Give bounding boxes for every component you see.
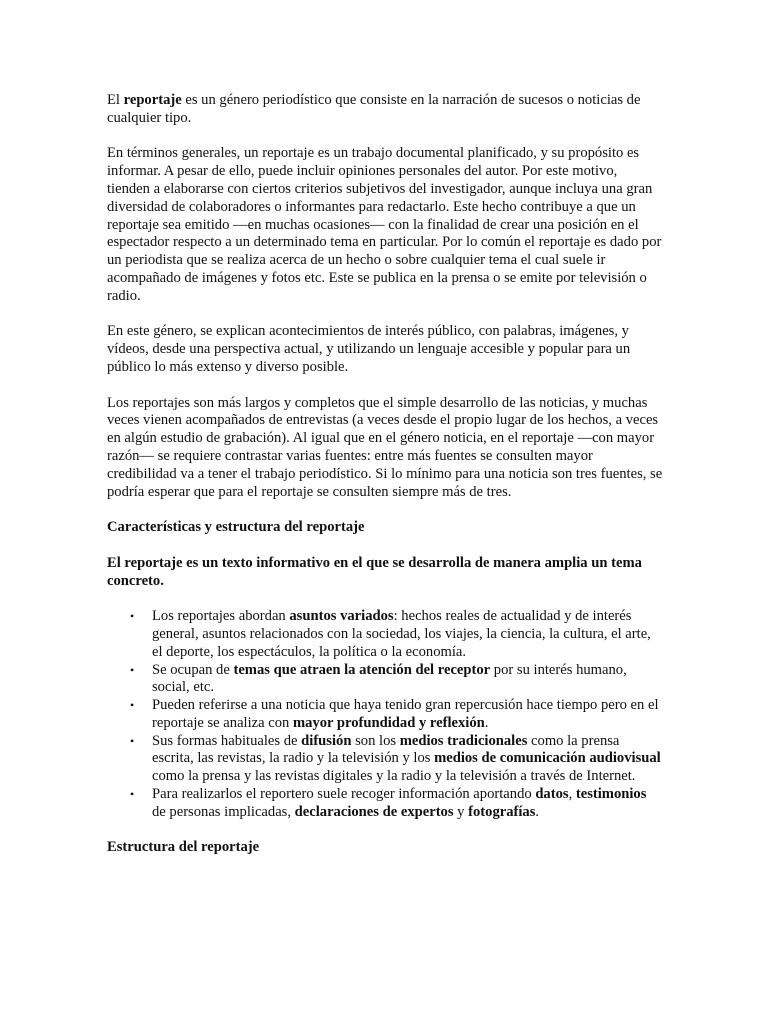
bullet-marker: • <box>130 662 135 677</box>
body-paragraph <box>107 395 663 502</box>
text-run: Sus formas habituales de <box>152 732 302 749</box>
list-item <box>130 608 663 661</box>
body-paragraph <box>107 92 663 128</box>
text-run: En este género, se explican acontecimientos de interés público, con palabras, imágenes, y vídeos, desde una perspectiva actual, y utilizando un lenguaje accesible y popular para un público lo más extenso y diverso posible. <box>107 323 631 375</box>
text-run: por su interés humano, social, etc. <box>152 661 627 696</box>
bullet-marker: • <box>130 787 135 802</box>
text-run: En términos generales, un reportaje es un trabajo documental planificado, y su propósito es informar. A pesar de ello, puede incluir opiniones personales del autor. Por este motivo, tienden a elaborarse con ciertos criterios subjetivos del investigador, aunque incluya una gran diversidad de colaboradores o informantes para redactarlo. Este hecho contribuye a que un reportaje sea emitido —en muchas ocasiones— con la finalidad de crear una posición en el espectador respecto a un determinado tema en particular. Por lo común el reportaje es dado por un periodista que se realiza acerca de un hecho o sobre cualquier tema el cual suele ir acompañado de imágenes y fotos etc. Este se publica en la prensa o se emite por televisión o radio. <box>107 145 662 304</box>
bold-text-run: declaraciones de expertos <box>294 803 454 820</box>
bold-text-run: asuntos variados <box>289 608 394 625</box>
bold-text-run: datos <box>535 786 569 803</box>
bullet-marker: • <box>130 609 135 624</box>
body-paragraph <box>107 145 663 305</box>
body-paragraph <box>107 323 663 376</box>
bullet-marker: • <box>130 733 135 748</box>
bold-text-run: difusión <box>301 732 352 749</box>
lead-statement: El reportaje es un texto informativo en el que se desarrolla de manera amplia un tema concreto. <box>107 554 642 589</box>
list-item <box>130 732 663 786</box>
text-run: Los reportajes abordan <box>152 608 290 625</box>
text-run: . <box>484 714 489 731</box>
text-run: y <box>453 803 469 820</box>
text-run: . <box>535 803 540 820</box>
bold-text-run: medios tradicionales <box>399 732 528 749</box>
text-run: El <box>107 92 124 108</box>
list-item <box>130 786 663 822</box>
characteristics-list <box>107 608 663 822</box>
text-run: Para realizarlos el reportero suele recoger información aportando <box>152 786 536 803</box>
bold-text-run: medios de comunicación audiovisual <box>434 750 661 767</box>
list-item <box>130 697 663 733</box>
text-run: Pueden referirse a una noticia que haya tenido gran repercusión hace tiempo pero en el reportaje se analiza con <box>152 697 659 731</box>
bold-text-run: reportaje <box>123 92 182 108</box>
section-heading: Características y estructura del reportaje <box>107 519 365 536</box>
text-run: son los <box>351 732 400 749</box>
text-run: , <box>568 786 576 803</box>
text-run: es un género periodístico que consiste en la narración de sucesos o noticias de cualquier tipo. <box>107 92 641 126</box>
text-run: Los reportajes son más largos y completos que el simple desarrollo de las noticias, y muchas veces vienen acompañados de entrevistas (a veces desde el propio lugar de los hechos, a veces en algún estudio de grabación). Al igual que en el género noticia, en el reportaje —con mayor razón— se requiere contrastar varias fuentes: entre más fuentes se consulten mayor credibilidad va a tener el trabajo periodístico. Si lo mínimo para una noticia son tres fuentes, se podría esperar que para el reportaje se consulten siempre más de tres. <box>107 394 663 500</box>
subsection-heading: Estructura del reportaje <box>107 839 260 856</box>
bold-text-run: mayor profundidad y reflexión <box>293 714 485 731</box>
text-run: de personas implicadas, <box>152 803 295 820</box>
bullet-marker: • <box>130 698 135 713</box>
bold-text-run: fotografías <box>468 803 536 820</box>
text-run: : hechos reales de actualidad y de interés general, asuntos relacionados con la sociedad, los viajes, la ciencia, la cultura, el arte, el deporte, los espectáculos, la política o la economía. <box>152 608 651 660</box>
document-page <box>107 92 663 875</box>
text-run: como la prensa y las revistas digitales y la radio y la televisión a través de Internet. <box>152 768 636 785</box>
list-item <box>130 661 663 698</box>
bold-text-run: temas que atraen la atención del receptor <box>233 661 491 678</box>
intro-paragraphs <box>107 92 663 501</box>
text-run: como la prensa escrita, las revistas, la radio y la televisión y los <box>152 732 620 767</box>
text-run: Se ocupan de <box>152 661 234 678</box>
bold-text-run: testimonios <box>575 786 647 803</box>
